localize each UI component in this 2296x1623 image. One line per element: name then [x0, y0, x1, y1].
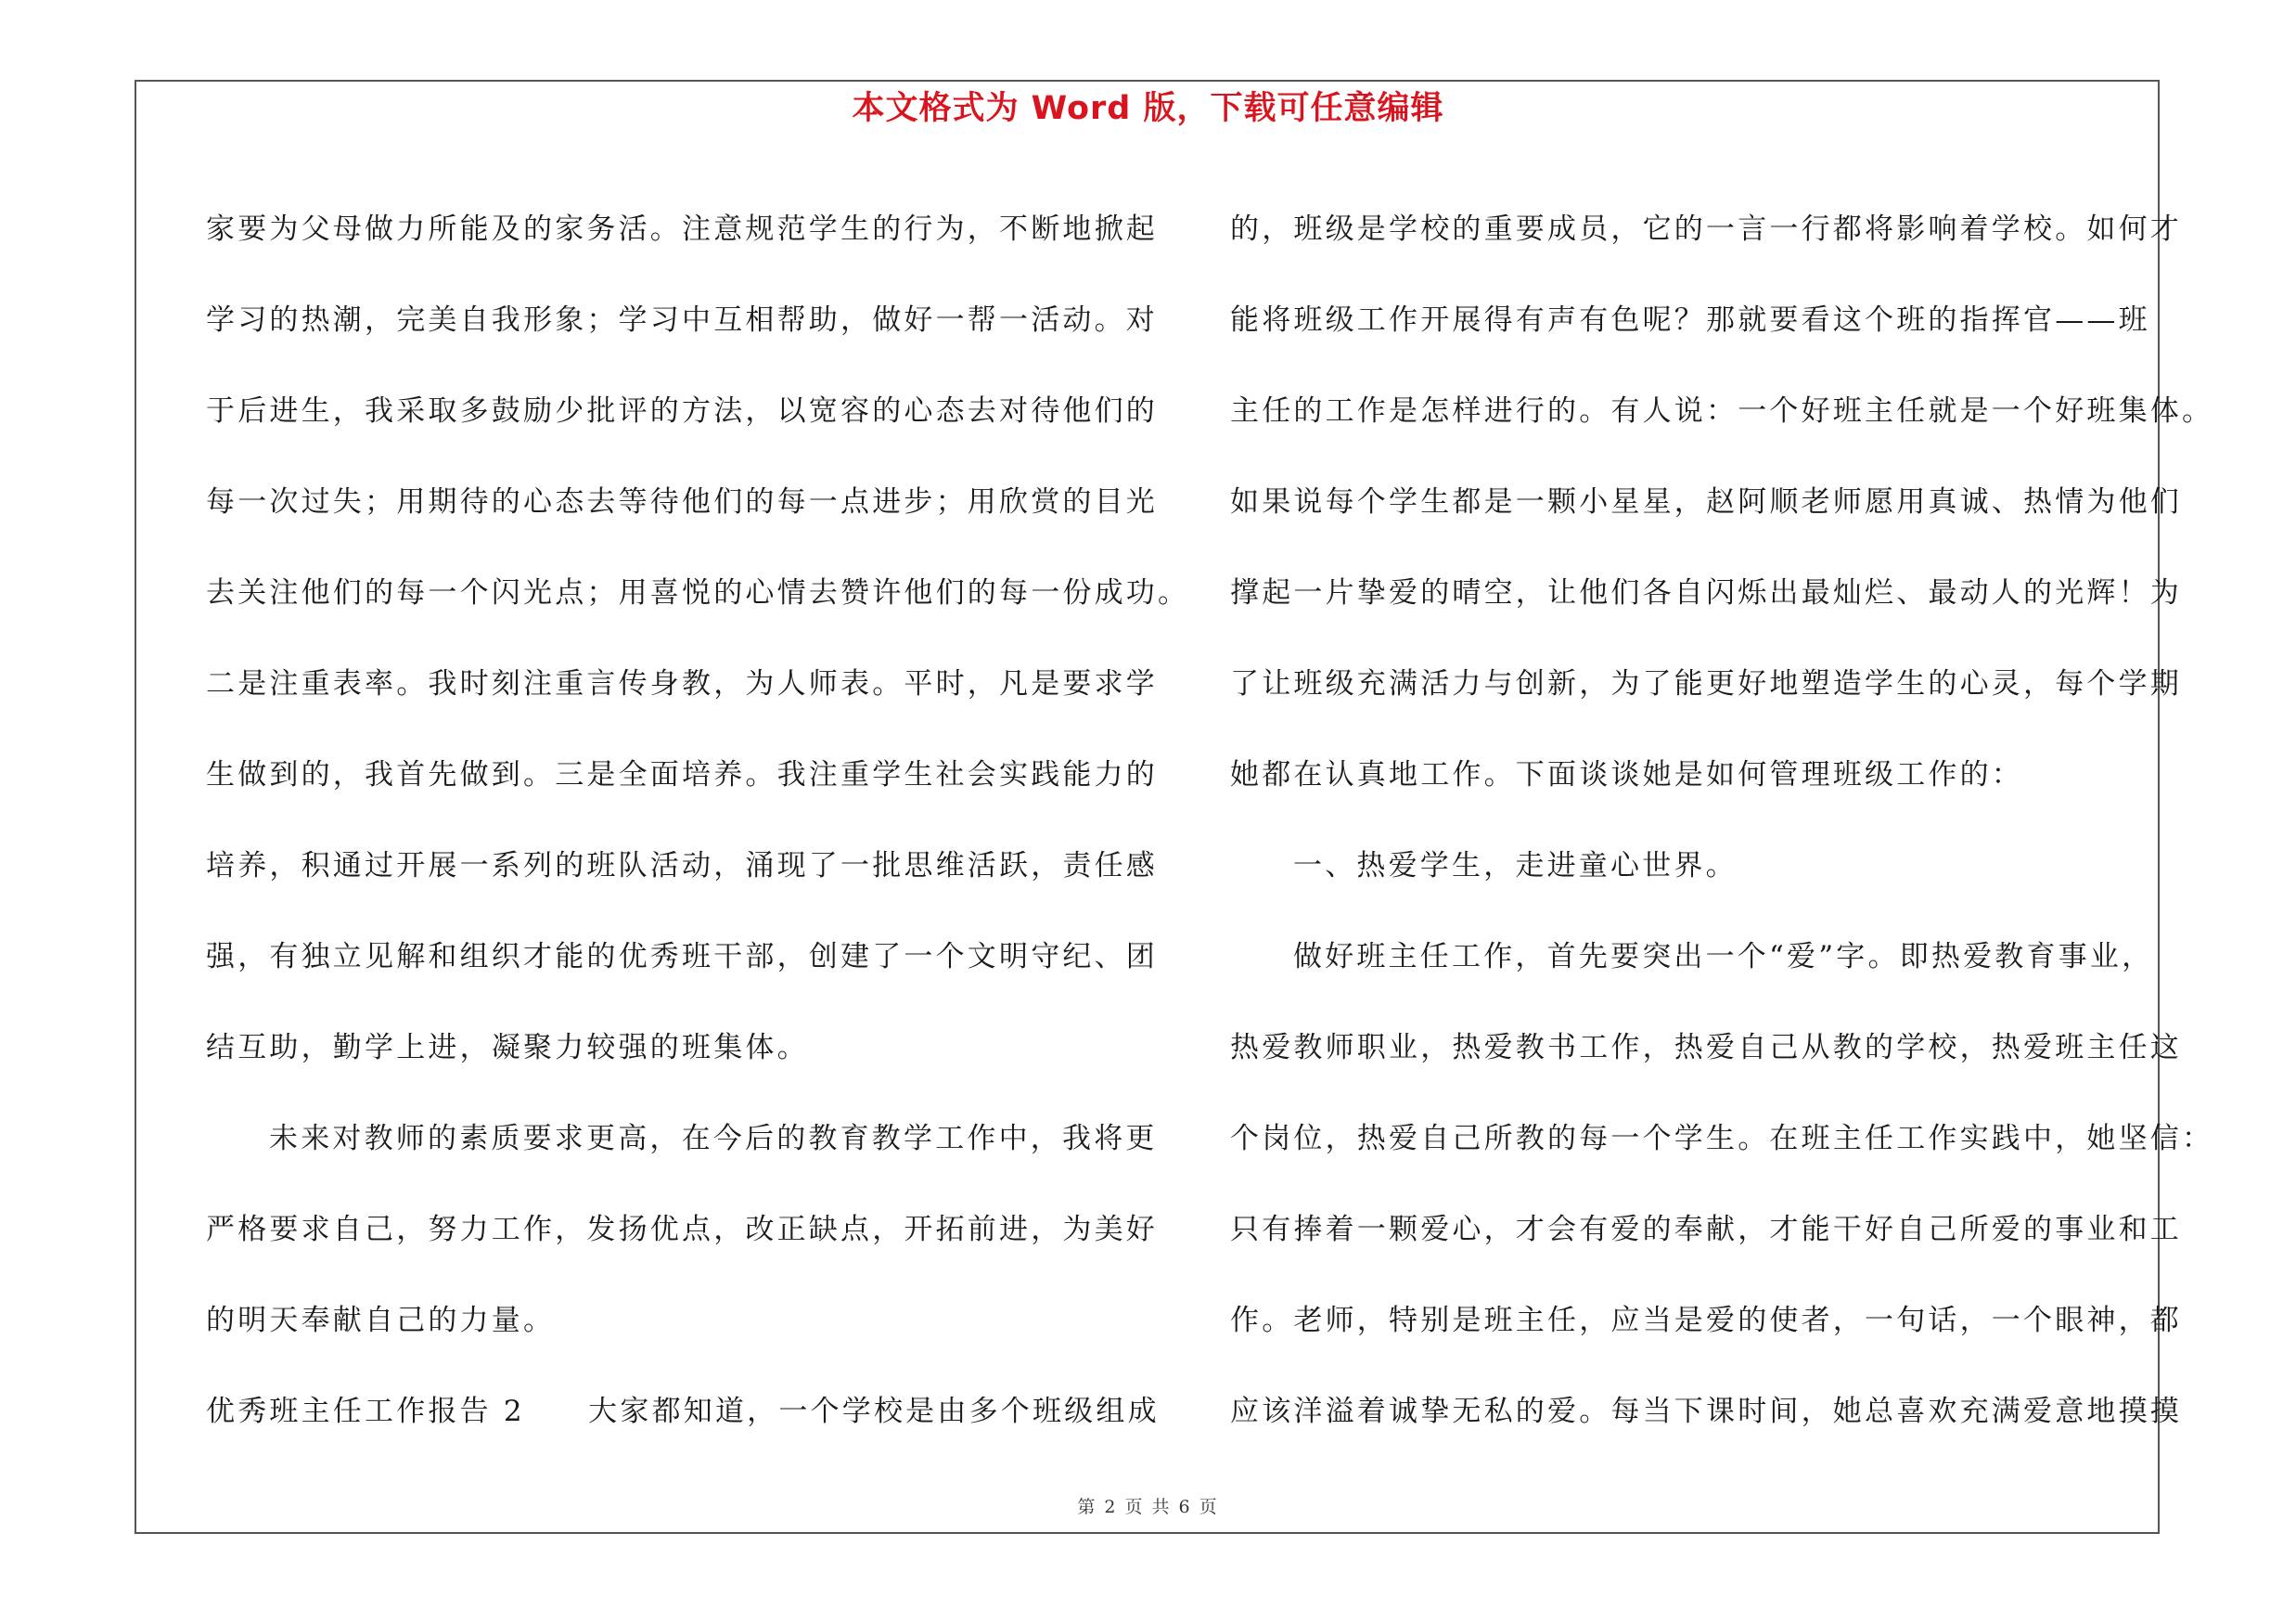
text-line: 作。老师，特别是班主任，应当是爱的使者，一句话，一个眼神，都: [1230, 1304, 2182, 1337]
text-line: 热爱教师职业，热爱教书工作，热爱自己从教的学校，热爱班主任这: [1230, 1031, 2182, 1064]
text-line: 她都在认真地工作。下面谈谈她是如何管理班级工作的：: [1230, 758, 2023, 792]
text-line: 去关注他们的每一个闪光点；用喜悦的心情去赞许他们的每一份成功。: [206, 576, 1190, 610]
section-heading-line: 一、热爱学生，走进童心世界。: [1293, 849, 1738, 882]
text-line: 强，有独立见解和组织才能的优秀班干部，创建了一个文明守纪、团: [206, 940, 1158, 973]
right-text-column: [1230, 184, 2214, 1457]
word-format-banner: 本文格式为 Word 版，下载可任意编辑: [852, 90, 1444, 127]
text-line: 能将班级工作开展得有声有色呢？那就要看这个班的指挥官——班: [1230, 303, 2150, 337]
text-line: 每一次过失；用期待的心态去等待他们的每一点进步；用欣赏的目光: [206, 485, 1158, 519]
text-line: 生做到的，我首先做到。三是全面培养。我注重学生社会实践能力的: [206, 758, 1158, 792]
text-line: 如果说每个学生都是一颗小星星，赵阿顺老师愿用真诚、热情为他们: [1230, 485, 2182, 519]
text-line: 二是注重表率。我时刻注重言传身教，为人师表。平时，凡是要求学: [206, 667, 1158, 701]
paragraph-start-line: 未来对教师的素质要求更高，在今后的教育教学工作中，我将更: [269, 1122, 1158, 1155]
text-line: 了让班级充满活力与创新，为了能更好地塑造学生的心灵，每个学期: [1230, 667, 2182, 701]
text-line: 只有捧着一颗爱心，才会有爱的奉献，才能干好自己所爱的事业和工: [1230, 1213, 2182, 1246]
report-heading-line: 优秀班主任工作报告 2 大家都知道，一个学校是由多个班级组成: [206, 1395, 1160, 1428]
text-line: 应该洋溢着诚挚无私的爱。每当下课时间，她总喜欢充满爱意地摸摸: [1230, 1395, 2182, 1428]
text-line: 于后进生，我采取多鼓励少批评的方法，以宽容的心态去对待他们的: [206, 394, 1158, 428]
text-line: 培养，积通过开展一系列的班队活动，涌现了一批思维活跃，责任感: [206, 849, 1158, 882]
text-line: 学习的热潮，完美自我形象；学习中互相帮助，做好一帮一活动。对: [206, 303, 1158, 337]
left-text-column: [206, 184, 1190, 1457]
paragraph-start-line: 做好班主任工作，首先要突出一个“爱”字。即热爱教育事业，: [1293, 940, 2154, 973]
text-line: 撑起一片挚爱的晴空，让他们各自闪烁出最灿烂、最动人的光辉！为: [1230, 576, 2182, 610]
text-line: 个岗位，热爱自己所教的每一个学生。在班主任工作实践中，她坚信：: [1230, 1122, 2214, 1155]
text-line: 的，班级是学校的重要成员，它的一言一行都将影响着学校。如何才: [1230, 213, 2182, 246]
text-line: 结互助，勤学上进，凝聚力较强的班集体。: [206, 1031, 809, 1064]
page-number-footer: 第 2 页 共 6 页: [1077, 1497, 1219, 1517]
text-line: 严格要求自己，努力工作，发扬优点，改正缺点，开拓前进，为美好: [206, 1213, 1158, 1246]
text-line: 主任的工作是怎样进行的。有人说：一个好班主任就是一个好班集体。: [1230, 394, 2214, 428]
text-line: 家要为父母做力所能及的家务活。注意规范学生的行为，不断地掀起: [206, 213, 1158, 246]
text-line: 的明天奉献自己的力量。: [206, 1304, 556, 1337]
